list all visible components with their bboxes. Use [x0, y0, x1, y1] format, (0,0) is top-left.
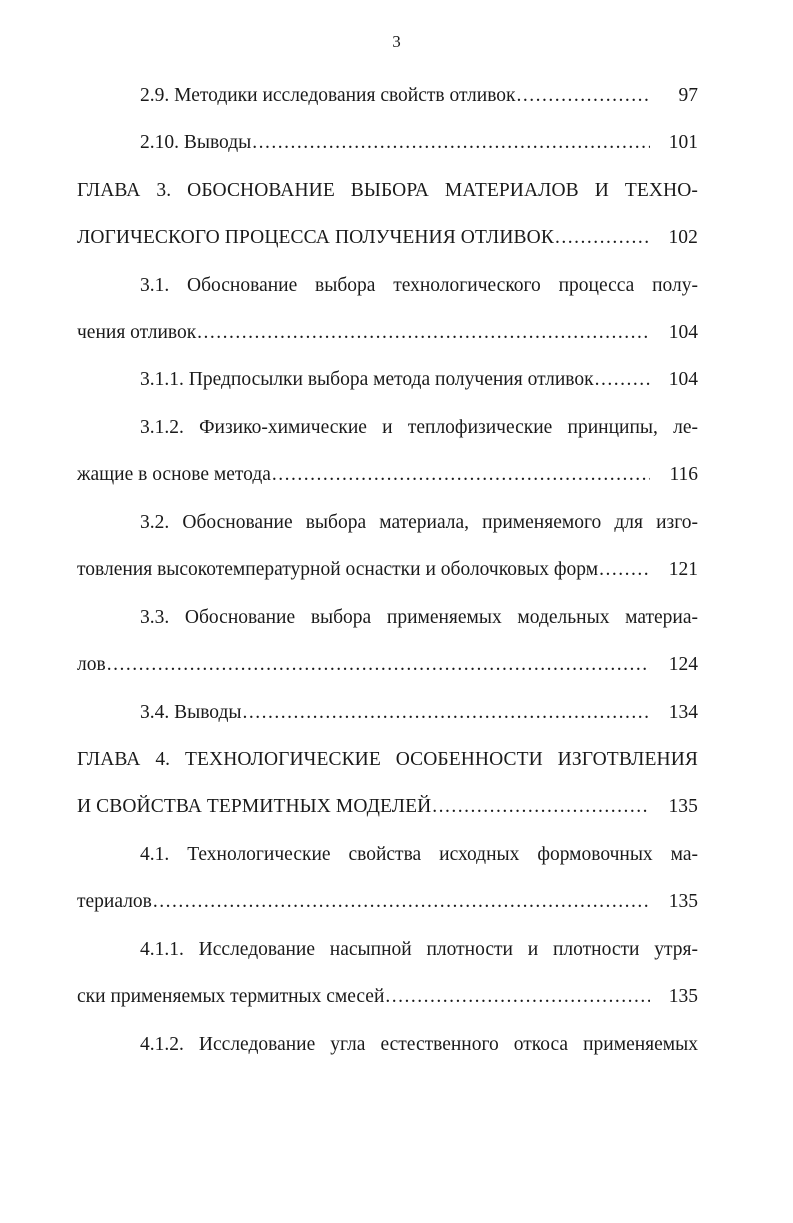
toc-entry-title: ски применяемых термитных смесей [77, 986, 385, 1007]
dot-leader [385, 983, 650, 1011]
toc-entry-title: териалов [77, 891, 152, 912]
dot-leader [599, 556, 650, 584]
toc-entry-3-4 [140, 699, 698, 727]
toc-entry-title: 2.10. Выводы [140, 132, 252, 153]
toc-page-number: 135 [668, 891, 698, 912]
dot-leader [243, 699, 650, 727]
toc-entry-title: товления высокотемпературной оснастки и оболочковых форм [77, 559, 599, 580]
dot-leader [595, 366, 650, 394]
toc-page-number: 124 [668, 654, 698, 675]
toc-entry-title: чения отливок [77, 322, 197, 343]
toc-entry-4-1-1-line2 [77, 983, 698, 1011]
toc-chapter-4-line1: ГЛАВА 4. ТЕХНОЛОГИЧЕСКИЕ ОСОБЕННОСТИ ИЗГОТВЛЕНИЯ [77, 749, 698, 770]
toc-entry-3-1-1 [140, 366, 698, 394]
toc-chapter-3-line2 [77, 224, 698, 252]
page-number: 3 [392, 32, 401, 51]
dot-leader [432, 793, 650, 821]
toc-entry-title: ЛОГИЧЕСКОГО ПРОЦЕССА ПОЛУЧЕНИЯ ОТЛИВОК [77, 227, 554, 248]
toc-entry-4-1-1-line1: 4.1.1. Исследование насыпной плотности и плотности утря- [140, 939, 698, 960]
toc-entry-4-1-line2 [77, 888, 698, 916]
dot-leader [252, 129, 650, 157]
toc-page-number: 121 [668, 559, 698, 580]
toc-page-number: 104 [668, 369, 698, 390]
toc-entry-3-1-2-line2 [77, 461, 698, 489]
dot-leader [153, 888, 650, 916]
toc-chapter-4-line2 [77, 793, 698, 821]
toc-entry-2-10 [140, 129, 698, 157]
toc-entry-3-1-line1: 3.1. Обоснование выбора технологического процесса полу- [140, 275, 698, 296]
toc-chapter-3-line1: ГЛАВА 3. ОБОСНОВАНИЕ ВЫБОРА МАТЕРИАЛОВ И ТЕХНО- [77, 180, 698, 201]
toc-entry-3-1-2-line1: 3.1.2. Физико-химические и теплофизические принципы, ле- [140, 417, 698, 438]
toc-entry-4-1-line1: 4.1. Технологические свойства исходных формовочных ма- [140, 844, 698, 865]
toc-entry-3-2-line1: 3.2. Обоснование выбора материала, применяемого для изго- [140, 512, 698, 533]
toc-entry-3-3-line1: 3.3. Обоснование выбора применяемых модельных материа- [140, 607, 698, 628]
toc-page-number: 101 [668, 132, 698, 153]
toc-page-number: 102 [668, 227, 698, 248]
toc-page-number: 97 [678, 85, 698, 106]
toc-page-number: 116 [669, 464, 698, 485]
toc-page-number: 135 [668, 986, 698, 1007]
toc-entry-2-9 [140, 82, 698, 110]
toc-entry-title: жащие в основе метода [77, 464, 271, 485]
dot-leader [517, 82, 651, 110]
toc-entry-3-3-line2 [77, 651, 698, 679]
dot-leader [107, 651, 650, 679]
toc-page-number: 104 [668, 322, 698, 343]
dot-leader [197, 319, 650, 347]
toc-entry-title: 3.1.1. Предпосылки выбора метода получения отливок [140, 369, 594, 390]
toc-entry-3-2-line2 [77, 556, 698, 584]
toc-page-number: 135 [668, 796, 698, 817]
toc-entry-3-1-line2 [77, 319, 698, 347]
toc-entry-title: И СВОЙСТВА ТЕРМИТНЫХ МОДЕЛЕЙ [77, 796, 432, 817]
toc-entry-title: 3.4. Выводы [140, 702, 242, 723]
toc-entry-title: 2.9. Методики исследования свойств отливок [140, 85, 516, 106]
toc-entry-title: лов [77, 654, 106, 675]
dot-leader [272, 461, 650, 489]
dot-leader [555, 224, 650, 252]
toc-page-number: 134 [668, 702, 698, 723]
toc-entry-4-1-2-line1: 4.1.2. Исследование угла естественного откоса применяемых [140, 1034, 698, 1055]
